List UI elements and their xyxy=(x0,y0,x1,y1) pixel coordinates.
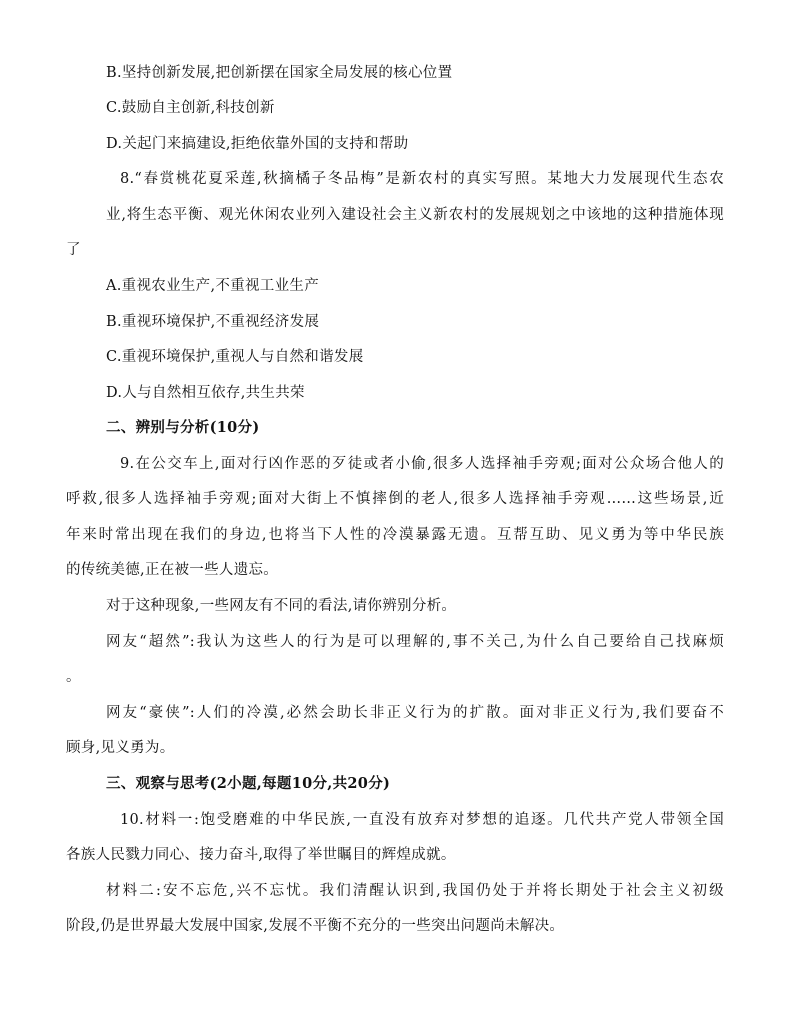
question-10-material-1-line-2: 各族人民戮力同心、接力奋斗,取得了举世瞩目的辉煌成就。 xyxy=(66,847,456,863)
section-2-heading: 二、辨别与分析(10分) xyxy=(106,419,260,436)
question-8-option-b: B.重视环境保护,不重视经济发展 xyxy=(106,314,320,330)
question-9-line-2: 呼救,很多人选择袖手旁观;面对大街上不慎摔倒的老人,很多人选择袖手旁观……这些场景,近 xyxy=(66,491,724,507)
question-9-prompt: 对于这种现象,一些网友有不同的看法,请你辨别分析。 xyxy=(106,598,457,614)
netizen-haoxia-line-2: 顾身,见义勇为。 xyxy=(66,740,175,756)
question-9-line-3: 年来时常出现在我们的身边,也将当下人性的冷漠暴露无遗。互帮互助、见义勇为等中华民族 xyxy=(66,527,724,543)
question-8-line-3: 了 xyxy=(66,242,81,258)
netizen-haoxia-line-1: 网友“豪侠”:人们的冷漠,必然会助长非正义行为的扩散。面对非正义行为,我们要奋不 xyxy=(106,705,724,721)
netizen-chaoran-line-1: 网友“超然”:我认为这些人的行为是可以理解的,事不关己,为什么自己要给自己找麻烦 xyxy=(106,634,724,650)
option-d-prev: D.关起门来搞建设,拒绝依靠外国的支持和帮助 xyxy=(106,136,409,152)
section-3-heading: 三、观察与思考(2小题,每题10分,共20分) xyxy=(106,775,391,792)
question-8-option-d: D.人与自然相互依存,共生共荣 xyxy=(106,385,305,401)
question-8-option-c: C.重视环境保护,重视人与自然和谐发展 xyxy=(106,349,364,365)
question-9-line-4: 的传统美德,正在被一些人遗忘。 xyxy=(66,562,279,578)
question-10-material-1-line-1: 10.材料一:饱受磨难的中华民族,一直没有放弃对梦想的追逐。几代共产党人带领全国 xyxy=(120,812,724,828)
question-8-line-1: 8.“春赏桃花夏采莲,秋摘橘子冬品梅”是新农村的真实写照。某地大力发展现代生态农 xyxy=(120,171,724,187)
netizen-chaoran-line-2: 。 xyxy=(66,669,81,685)
question-10-material-2-line-1: 材料二:安不忘危,兴不忘忧。我们清醒认识到,我国仍处于并将长期处于社会主义初级 xyxy=(106,883,724,899)
option-c-prev: C.鼓励自主创新,科技创新 xyxy=(106,100,275,116)
question-8-line-2: 业,将生态平衡、观光休闲农业列入建设社会主义新农村的发展规划之中该地的这种措施体现 xyxy=(106,207,724,223)
question-8-option-a: A.重视农业生产,不重视工业生产 xyxy=(106,278,319,294)
question-9-line-1: 9.在公交车上,面对行凶作恶的歹徒或者小偷,很多人选择袖手旁观;面对公众场合他人的 xyxy=(120,456,724,472)
option-8b-prev: B.坚持创新发展,把创新摆在国家全局发展的核心位置 xyxy=(106,65,453,81)
question-10-material-2-line-2: 阶段,仍是世界最大发展中国家,发展不平衡不充分的一些突出问题尚未解决。 xyxy=(66,918,565,934)
